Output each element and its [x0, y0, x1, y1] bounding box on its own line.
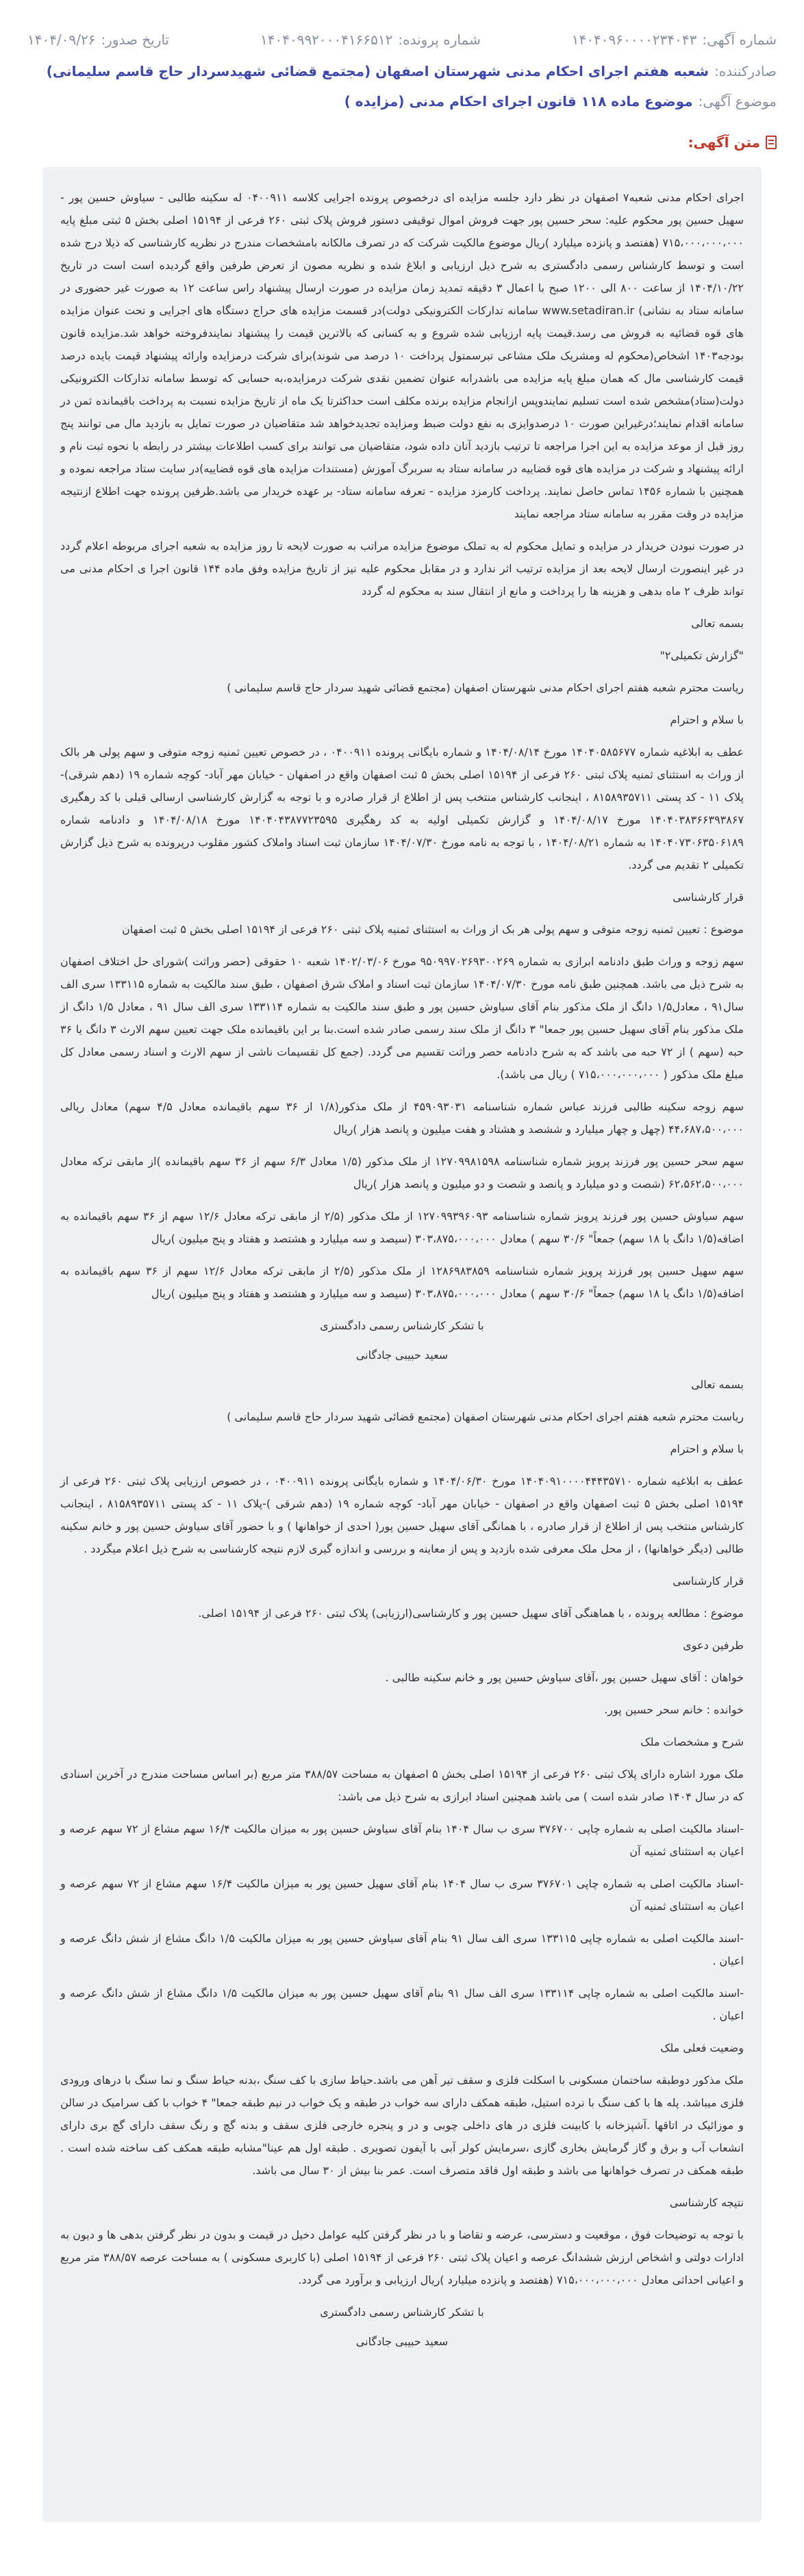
body-paragraph: موضوع : مطالعه پرونده ، با هماهنگی آقای سهیل حسین پور و کارشناسی(ارزیابی) پلاک ثبتی ۲۶۰ فرعی از ۱۵۱۹۴ اصلی. — [198, 1607, 744, 1620]
body-paragraph: -اسند مالکیت اصلی به شماره چاپی ۱۳۳۱۱۵ سری الف سال ۹۱ بنام آقای سیاوش حسین پور به میزان مالکیت ۱/۵ دانگ مشاع از شش دانگ عرصه و اعیان . — [60, 1932, 744, 1967]
subject-row — [27, 93, 777, 110]
body-paragraph: سهم سهیل حسین پور فرزند پرویز شماره شناسنامه ۱۲۸۶۹۸۳۸۵۹ از ملک مذکور (۲/۵ از مابقی ترکه معادل ۱۲/۶ سهم از ۳۶ سهم باقیمانده به اضافه(۱/۵ دانگ یا ۱۸ سهم) جمعاً" ۳۰/۶ سهم ) معادل ۳۰۳،۸۷۵،۰۰۰،۰۰۰ (سیصد و سه میلیارد و هشتصد و هفتاد و پنج میلیون )ریال — [60, 1264, 744, 1300]
body-paragraph: عطف به ابلاغیه شماره ۱۴۰۴۰۵۸۵۶۷۷ مورخ ۱۴۰۴/۰۸/۱۴ و شماره بایگانی پرونده ۰۴۰۰۹۱۱ ، در خصوص تعیین ثمنیه زوجه متوفی و سهم پولی هر بالک از وراث به استثنای ثمنیه پلاک ثبتی ۲۶۰ فرعی از ۱۵۱۹۴ اصلی بخش ۵ ثبت اصفهان واقع در اصفهان - خیابان مهر آباد- کوچه شماره ۱۹ (دهم شرقی)-پلاک ۱۱ - کد پستی ۸۱۵۸۹۳۵۷۱۱ ، اینجانب کارشناس منتخب پس از اطلاع از قرار صادره و با توجه به گزارش کارشناسی ارسالی قبلی با کد رهگیری ۱۴۰۴۰۳۸۳۶۶۳۹۳۸۶۷ مورخ ۱۴۰۴/۰۸/۱۷ و گزارش تکمیلی اولیه به کد رهگیری ۱۴۰۴۰۴۳۸۷۷۲۳۵۹۵ مورخ ۱۴۰۴/۰۸/۱۸ و دادنامه شماره ۱۴۰۴۰۷۳۰۶۳۵۰۶۱۸۹ به شماره ۱۴۰۴/۰۸/۲۱ ، با توجه به نامه مورخ ۱۴۰۴/۰۷/۳۰ سازمان ثبت اسناد واملاک کشور مقلوب درپرونده به شرح ذیل گزارش تکمیلی ۲ تقدیم می گردد. — [60, 745, 744, 871]
body-paragraph: موضوع : تعیین ثمنیه زوجه متوفی و سهم پولی هر بک از وراث به استثنای ثمنیه پلاک ثبتی ۲۶۰ فرعی از ۱۵۱۹۴ اصلی بخش ۵ ثبت اصفهان — [122, 923, 744, 936]
body-paragraph: با سلام و احترام — [670, 713, 744, 726]
body-paragraph: قرار کارشناسی — [673, 891, 744, 904]
body-paragraph: بسمه تعالی — [691, 1378, 744, 1391]
body-paragraph: سهم زوجه و وراث طبق دادنامه ابرازی به شماره ۹۵۰۹۹۷۰۲۶۹۳۰۰۲۶۹ مورخ ۱۴۰۲/۰۳/۰۶ شعبه ۱۰ حقوقی (حصر وراثت )شورای حل اختلاف اصفهان به شرح ذیل می باشد. همچنین طبق نامه مورخ ۱۴۰۴/۰۷/۳۰ سازمان ثبت اسناد و املاک شرق اصفهان ، طبق سند مالکیت به شماره ۱۳۳۱۱۵ سری الف سال۹۱ ، معادل۱/۵ دانگ از ملک مذکور بنام آقای سیاوش حسین پور و طبق سند مالکیت به شماره ۱۳۳۱۱۴ سری الف سال ۹۱ ، معادل ۱/۵ دانگ از ملک مذکور بنام آقای سهیل حسین پور جمعا" ۳ دانگ از ملک سند رسمی صادر شده است.بنا بر این باقیمانده ملک جهت تعیین سهم الارث ۳ دانگ یا ۳۶ حبه (سهم ) از ۷۲ حبه می باشد که به شرح دادنامه حصر وراثت تقسیم می گردد. (جمع کل تقسیمات ناشی از سهم الارث و اسناد رسمی معادل کل مبلغ ملک مذکور ( ۷۱۵،۰۰۰،۰۰۰،۰۰۰ ) ریال می باشد). — [60, 955, 744, 1081]
notice-body — [42, 167, 762, 2522]
body-paragraph: سهم سیاوش حسین پور فرزند پرویز شماره شناسنامه ۱۲۷۰۹۹۳۹۶۰۹۳ از ملک مذکور (۲/۵ از مابقی ترکه معادل ۱۲/۶ سهم از ۳۶ سهم باقیمانده به اضافه(۱/۵ دانگ یا ۱۸ سهم) جمعاً" ۳۰/۶ سهم ) معادل ۳۰۳،۸۷۵،۰۰۰،۰۰۰ (سیصد و سه میلیارد و هشتصد و هفتاد و پنج میلیون )ریال — [60, 1210, 744, 1245]
body-paragraph: -اسند مالکیت اصلی به شماره چاپی ۱۳۳۱۱۴ سری الف سال ۹۱ بنام آقای سهیل حسین پور به میزان مالکیت ۱/۵ دانگ مشاع از شش دانگ عرصه و اعیان . — [60, 1987, 744, 2022]
signature-title: با تشکر کارشناس رسمی دادگستری — [320, 2306, 484, 2319]
meta-row — [27, 26, 777, 53]
body-paragraph: نتیجه کارشناسی — [669, 2196, 744, 2209]
case-number-field — [260, 31, 481, 48]
issuer-row — [27, 63, 777, 79]
body-paragraph: عطف به ابلاغیه شماره ۱۴۰۴۰۹۱۰۰۰۰۴۴۴۳۵۷۱۰ مورخ ۱۴۰۴/۰۶/۳۰ و شماره بایگانی پرونده ۰۴۰۰۹۱۱ ، در خصوص ارزیابی پلاک ثبتی ۲۶۰ فرعی از ۱۵۱۹۴ اصلی بخش ۵ ثبت اصفهان واقع در اصفهان - خیابان مهر آباد- کوچه شماره ۱۹ (دهم شرقی )-پلاک ۱۱ - کد پستی ۸۱۵۸۹۳۵۷۱۱ ، اینجانب کارشناس منتخب پس از اطلاع از قرار صادره ، با همانگی آقای سهیل حسین پور( احدی از خواهانها ) و با حضور آقای سیاوش حسین پور و خانم سکینه طالبی (دیگر خواهانها) ، از محل ملک معرفی شده بازدید و پس از معاینه و بررسی و اندازه گیری لازم نتیجه کارشناسی به شرح ذیل اعلام میگردد . — [60, 1475, 744, 1555]
body-paragraph: ملک مورد اشاره دارای پلاک ثبتی ۲۶۰ فرعی از ۱۵۱۹۴ اصلی بخش ۵ اصفهان به مساحت ۳۸۸/۵۷ متر مربع (بر اساس مساحت مندرج در آخرین اسنادی که در سال ۱۴۰۴ صادر شده است ) می باشد همچنین اسناد ابرازی به شرح ذیل می باشد: — [60, 1768, 744, 1803]
notice-number-value: ۱۴۰۴۰۹۶۰۰۰۰۲۳۴۰۴۳ — [571, 31, 697, 48]
body-paragraph: بسمه تعالی — [691, 617, 744, 630]
body-paragraph: خواهان : آقای سهیل حسین پور ،آقای سیاوش حسین پور و خانم سکینه طالبی . — [385, 1671, 744, 1684]
body-paragraph: طرفین دعوی — [683, 1639, 744, 1652]
issue-date-value: ۱۴۰۴/۰۹/۲۶ — [27, 31, 96, 48]
signature-title: با تشکر کارشناس رسمی دادگستری — [320, 1319, 484, 1332]
notice-heading — [688, 134, 777, 151]
signature-name: سعید حبیبی جادگانی — [355, 2335, 449, 2348]
body-paragraph: اجرای احکام مدنی شعبه۷ اصفهان در نظر دارد جلسه مزایده ای درخصوص پرونده اجرایی کلاسه ۰۴۰۰۹۱۱ له سکینه طالبی - سیاوش حسین پور - سهیل حسین پور محکوم علیه: سحر حسین پور جهت فروش اموال توقیفی دستور فروش پلاک ثبتی ۲۶۰ فرعی از ۱۵۱۹۴ اصلی بخش ۵ ثبتی مبلغ پایه ۷۱۵،۰۰۰،۰۰۰،۰۰۰ (هفتصد و پانزده میلیارد )ریال موضوع مالکیت شرکت که در تصرف مالکانه بامشخصات مندرج در نظریه کارشناسی که ذیلا درج شده است و توسط کارشناس رسمی دادگستری به شرح ذیل ارزیابی و ابلاغ شده و نظریه مصون از تعرض طرفین واقع گردیده است است در تاریخ ۱۴۰۴/۱۰/۲۲ از ساعت ۸۰۰ الی ۱۲۰۰ صبح با اعمال ۳ دقیقه تمدید زمان مزایده در صورت ارسال پیشنهاد راس ساعت ۱۲ به صورت غیر حضوری در سامانه ستاد به نشانی) www.setadiran.ir سامانه تدارکات الکترونیکی دولت)در قسمت مزایده های حراج دستگاه های اجرایی و تحت عنوان مزایده های قوه قضائیه به فروش می رسد.قیمت پایه ارزیابی شده شروع و به کسانی که بالاترین قیمت را پیشنهاد نمایندفروخته خواهد شد.مزایده قانون بودجه۱۴۰۳ اشخاص(محکوم له ومشریک ملک مشاعی تبرسمتول پرداخت ۱۰ درصد می شوند)برای شرکت درمزایده وارائه پیشنهاد قیمت بایده درصد قیمت کارشناسی مال که همان مبلغ پایه مزایده می باشدرابه عنوان تضمین نقدی شرکت درمزایده،به حسابی که توسط سامانه تدارکات الکترونیکی دولت(ستاد)مشخص شده است تسلیم نمایندوپس ازانجام مزایده برنده مکلف است حداکثرتا یک ماه از تاریخ مزایده نسبت به پرداخت باقیمانده ثمن در سامانه اقدام نمایند؛درغیراین صورت ۱۰ درصدوایزی به نفع دولت ضبط ومزایده تجدیدخواهد شد متقاضیان در صورت تمایل به بازدید مال می توانند پنج روز قبل از موعد مزایده به این اجرا مراجعه تا ترتیب بازدید آنان داده شود، متقاضیان می توانند برای کسب اطلاعات بیشتر در رابطه با نحوه ثبت نام و ارائه پیشنهاد و شرکت در مزایده های قوه قضاییه در سامانه ستاد به سربرگ آموزش (مستندات مزایده های قوه قضاییه)در سایت ستاد مراجعه نموده و همچنین با شماره ۱۴۵۶ تماس حاصل نمایند. پرداخت کارمزد مزایده - تعرفه سامانه ستاد- بر عهده خریدار می باشد.ظرفین پرونده جهت اطلاع ازنتیجه مزایده در وقت مقرر به سامانه ستاد مراجعه نمایند — [60, 191, 744, 520]
body-paragraph: سهم سحر حسین پور فرزند پرویز شماره شناسنامه ۱۲۷۰۹۹۸۱۵۹۸ از ملک مذکور (۱/۵ معادل ۶/۳ سهم از ۳۶ سهم باقیمانده )از مابقی ترکه معادل ۶۲،۵۶۲،۵۰۰،۰۰۰ (شصت و دو میلیارد و پانصد و شصت و دو میلیون و پانصد هزار )ریال — [60, 1155, 744, 1190]
issuer-value: شعبه هفتم اجرای احکام مدنی شهرستان اصفهان (مجتمع قضائی شهیدسردار حاج قاسم سلیمانی) — [46, 63, 709, 79]
notice-number-field — [572, 31, 777, 48]
body-paragraph: ملک مذکور دوطبقه ساختمان مسکونی با اسکلت فلزی و سقف تیر آهن می باشد.حیاط سازی با کف سنگ ،بدنه حیاط سنگ و نما سنگ با درهای ورودی فلزی میباشد. پله ها با کف سنگ با نرده استیل، طبقه همکف دارای سه خواب در طبقه و یک خواب در نیم طبقه جمعا" ۴ خواب با کف سرامیک در سالن و موزائیک در اتاقها .آشپزخانه با کابینت فلزی در های داخلی چوبی و در و پنجره خارجی فلزی سقف و بدنه گچ و رنگ سقف دارای گچ بری دارای انشعاب آب و برق و گاز گرمایش بخاری گازی ،سرمایش کولر آبی با آیفون تصویری . طبقه اول هم عینا"مشابه طبقه همکف کف ساخته شده است . طبقه همکف در تصرف خواهانها می باشد و طبقه اول فاقد متصرف است. عمر بنا بیش از ۳۰ سال می باشد. — [60, 2074, 744, 2177]
body-paragraph: "گزارش تکمیلی۲" — [659, 649, 744, 662]
case-number-label: شماره پرونده: — [398, 31, 481, 48]
issue-date-label: تاریخ صدور: — [101, 31, 170, 48]
body-paragraph: وضعیت فعلی ملک — [660, 2041, 744, 2054]
body-paragraph: ریاست محترم شعبه هفتم اجرای احکام مدنی شهرستان اصفهان (مجتمع قضائی شهید سردار حاج قاسم سلیمانی ) — [227, 681, 744, 694]
body-paragraph: شرح و مشخصات ملک — [640, 1735, 744, 1748]
body-paragraph: در صورت نبودن خریدار در مزایده و تمایل محکوم له به تملک موضوع مزایده مراتب به صورت لایحه تا روز مزایده به شعبه اجرای مربوطه اعلام گردد در غیر اینصورت ارسال لایحه بعد از مزایده ترتیب اثر ندارد و در مقابل محکوم علیه نیز از تاریخ مزایده وفق ماده ۱۴۴ قانون اجرا ی احکام مدنی می تواند ظرف ۲ ماه بدهی و هزینه ها را پرداخت و مانع از انتقال سند به محکوم له گردد — [60, 539, 744, 598]
body-paragraph: خوانده : خانم سحر حسین پور. — [604, 1703, 744, 1716]
body-paragraph: ریاست محترم شعبه هفتم اجرای احکام مدنی شهرستان اصفهان (مجتمع قضائی شهید سردار حاج قاسم سلیمانی ) — [227, 1410, 744, 1423]
issue-date-field — [27, 31, 169, 48]
notice-heading-label: متن آگهی: — [688, 134, 760, 151]
issuer-label: صادرکننده: — [714, 63, 777, 79]
document-icon — [766, 136, 777, 149]
subject-label: موضوع آگهی: — [698, 93, 777, 110]
body-paragraph: سهم زوجه سکینه طالبی فرزند عباس شماره شناسنامه ۴۵۹۰۹۳۰۳۱ از ملک مذکور(۱/۸ از ۳۶ سهم باقیمانده معادل ۴/۵ سهم) معادل ریالی ۴۴،۶۸۷،۵۰۰،۰۰۰ (چهل و چهار میلیارد و ششصد و هشتاد و هفت میلیون و پانصد هزار )ریال — [60, 1100, 744, 1136]
subject-value: موضوع ماده ۱۱۸ قانون اجرای احکام مدنی (مزایده ) — [344, 93, 693, 110]
signature-name: سعید حبیبی جادگانی — [355, 1349, 449, 1362]
body-paragraph: -اسناد مالکیت اصلی به شماره چاپی ۳۷۶۷۰۱ سری ب سال ۱۴۰۴ بنام آقای سهیل حسین پور به میزان مالکیت ۱۶/۴ سهم مشاع از ۷۲ سهم عرصه و اعیان به استثنای ثمنیه آن — [60, 1877, 744, 1913]
notice-number-label: شماره آگهی: — [702, 31, 777, 48]
body-paragraph: با توجه به توضیحات فوق ، موقعیت و دسترسی، عرضه و تقاضا و با در نظر گرفتن کلیه عوامل دخیل در قیمت و بدون در نظر گرفتن بدهی ها و دیون به ادارات دولتی و اشخاص ارزش ششدانگ عرصه و اعیان پلاک ثبتی ۲۶۰ فرعی از ۱۵۱۹۴ اصلی (با کاربری مسکونی ) به مساحت عرصه ۳۸۸/۵۷ متر مربع و اعیانی احداثی معادل ۷۱۵،۰۰۰،۰۰۰،۰۰۰ (هفتصد و پانزده میلیارد )ریال ارزیابی و برآورد می گردد. — [60, 2228, 744, 2286]
body-paragraph: قرار کارشناسی — [673, 1574, 744, 1587]
body-paragraph: با سلام و احترام — [670, 1442, 744, 1455]
body-paragraph: -اسناد مالکیت اصلی به شماره چاپی ۳۷۶۷۰۰ سری ب سال ۱۴۰۴ بنام آقای سیاوش حسین پور به میزان مالکیت ۱۶/۴ سهم مشاع از ۷۲ سهم عرصه و اعیان به استثنای ثمنیه آن — [60, 1822, 744, 1858]
case-number-value: ۱۴۰۴۰۹۹۲۰۰۰۴۱۶۶۵۱۲ — [260, 31, 393, 48]
